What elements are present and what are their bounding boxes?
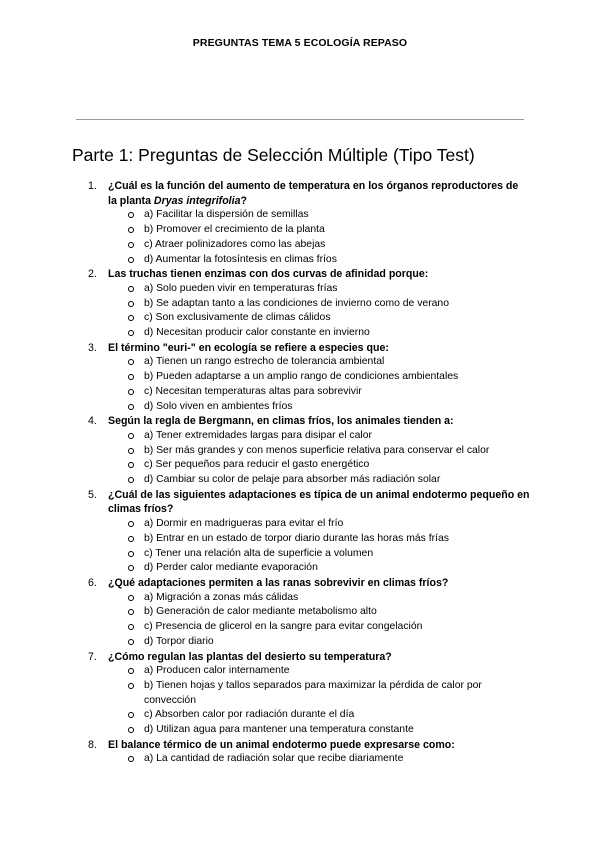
question-text-part: Las truchas tienen enzimas con dos curvas de afinidad porque: <box>108 268 429 281</box>
circle-bullet-icon <box>128 639 134 645</box>
option-item <box>0 370 600 385</box>
option-text: a) Tienen un rango estrecho de tolerancia ambiental <box>144 356 385 368</box>
circle-bullet-icon <box>128 212 134 218</box>
question-text <box>0 488 600 517</box>
question-4 <box>0 414 600 488</box>
option-item <box>0 532 600 547</box>
option-list <box>0 752 600 767</box>
option-text: c) Tener una relación alta de superficie a volumen <box>144 547 374 559</box>
option-text: a) Tener extremidades largas para disipar el calor <box>144 429 372 441</box>
option-item <box>0 620 600 635</box>
option-item <box>0 547 600 562</box>
option-item <box>0 723 600 738</box>
option-item <box>0 208 600 223</box>
option-item <box>0 282 600 297</box>
option-text: b) Generación de calor mediante metabolismo alto <box>144 606 377 618</box>
option-item <box>0 223 600 238</box>
option-list <box>0 664 600 738</box>
question-text-part: El término "euri-" en ecología se refiere a especies que: <box>108 341 389 354</box>
option-item <box>0 429 600 444</box>
question-5 <box>0 488 600 576</box>
circle-bullet-icon <box>128 712 134 718</box>
option-list <box>0 355 600 414</box>
option-item <box>0 444 600 459</box>
option-text: b) Pueden adaptarse a un amplio rango de condiciones ambientales <box>144 371 459 383</box>
option-item <box>0 752 600 767</box>
option-text: b) Se adaptan tanto a las condiciones de invierno como de verano <box>144 297 449 309</box>
circle-bullet-icon <box>128 315 134 321</box>
circle-bullet-icon <box>128 521 134 527</box>
circle-bullet-icon <box>128 727 134 733</box>
circle-bullet-icon <box>128 433 134 439</box>
question-number: 6. <box>88 576 97 589</box>
question-text-part: ¿Cuál de las siguientes adaptaciones es típica de un animal endotermo pequeño en climas fríos? <box>108 488 530 516</box>
option-list <box>0 591 600 650</box>
circle-bullet-icon <box>128 374 134 380</box>
question-list <box>0 179 600 767</box>
option-text: b) Tienen hojas y tallos separados para maximizar la pérdida de calor por convección <box>144 679 482 706</box>
question-text <box>0 738 600 753</box>
question-text-part: ? <box>240 194 247 207</box>
section-title: Parte 1: Preguntas de Selección Múltiple (Tipo Test) <box>72 145 475 165</box>
circle-bullet-icon <box>128 257 134 263</box>
question-7 <box>0 650 600 738</box>
option-item <box>0 326 600 341</box>
question-number: 2. <box>88 268 97 281</box>
option-text: c) Ser pequeños para reducir el gasto energético <box>144 459 370 471</box>
question-number: 5. <box>88 488 97 501</box>
circle-bullet-icon <box>128 536 134 542</box>
circle-bullet-icon <box>128 286 134 292</box>
document-header-title: PREGUNTAS TEMA 5 ECOLOGÍA REPASO <box>192 37 408 49</box>
question-2 <box>0 267 600 341</box>
option-item <box>0 473 600 488</box>
option-item <box>0 664 600 679</box>
option-item <box>0 591 600 606</box>
question-text-part: Según la regla de Bergmann, en climas fríos, los animales tienden a: <box>108 415 454 428</box>
circle-bullet-icon <box>128 683 134 689</box>
option-text: c) Absorben calor por radiación durante el día <box>144 709 355 721</box>
question-text-part: ¿Cómo regulan las plantas del desierto su temperatura? <box>108 650 392 663</box>
option-text: d) Necesitan producir calor constante en invierno <box>144 327 370 339</box>
option-list <box>0 517 600 576</box>
circle-bullet-icon <box>128 609 134 615</box>
circle-bullet-icon <box>128 462 134 468</box>
option-list <box>0 282 600 341</box>
question-text-part: ¿Qué adaptaciones permiten a las ranas sobrevivir en climas fríos? <box>108 576 449 589</box>
option-text: d) Solo viven en ambientes fríos <box>144 400 293 412</box>
option-text: c) Son exclusivamente de climas cálidos <box>144 312 331 324</box>
option-text: a) Facilitar la dispersión de semillas <box>144 209 309 221</box>
option-text: d) Cambiar su color de pelaje para absorber más radiación solar <box>144 474 441 486</box>
option-item <box>0 297 600 312</box>
question-number: 8. <box>88 738 97 751</box>
circle-bullet-icon <box>128 448 134 454</box>
option-item <box>0 253 600 268</box>
question-text <box>0 341 600 356</box>
circle-bullet-icon <box>128 330 134 336</box>
option-list <box>0 208 600 267</box>
option-text: a) Solo pueden vivir en temperaturas frías <box>144 282 338 294</box>
option-text: d) Utilizan agua para mantener una temperatura constante <box>144 724 414 736</box>
question-text-part: El balance térmico de un animal endotermo puede expresarse como: <box>108 738 455 751</box>
option-item <box>0 561 600 576</box>
question-8 <box>0 738 600 767</box>
option-text: a) Producen calor internamente <box>144 665 290 677</box>
question-text <box>0 650 600 665</box>
option-item <box>0 311 600 326</box>
option-item <box>0 605 600 620</box>
option-item <box>0 708 600 723</box>
circle-bullet-icon <box>128 389 134 395</box>
circle-bullet-icon <box>128 404 134 410</box>
circle-bullet-icon <box>128 668 134 674</box>
option-text: b) Ser más grandes y con menos superficie relativa para conservar el calor <box>144 444 490 456</box>
circle-bullet-icon <box>128 624 134 630</box>
option-text: d) Aumentar la fotosíntesis en climas fríos <box>144 253 337 265</box>
question-6 <box>0 576 600 650</box>
option-text: a) La cantidad de radiación solar que recibe diariamente <box>144 753 404 765</box>
option-text: b) Entrar en un estado de torpor diario durante las horas más frías <box>144 532 449 544</box>
circle-bullet-icon <box>128 756 134 762</box>
question-number: 1. <box>88 180 97 192</box>
circle-bullet-icon <box>128 242 134 248</box>
option-text: c) Atraer polinizadores como las abejas <box>144 238 326 250</box>
question-text <box>0 267 600 282</box>
question-1 <box>0 179 600 267</box>
question-text <box>0 179 600 208</box>
option-text: b) Promover el crecimiento de la planta <box>144 224 325 236</box>
circle-bullet-icon <box>128 227 134 233</box>
species-name: Dryas integrifolia <box>153 194 241 207</box>
circle-bullet-icon <box>128 551 134 557</box>
option-text: c) Necesitan temperaturas altas para sobrevivir <box>144 385 362 397</box>
circle-bullet-icon <box>128 565 134 571</box>
circle-bullet-icon <box>128 301 134 307</box>
option-list <box>0 429 600 488</box>
option-item <box>0 458 600 473</box>
option-text: a) Migración a zonas más cálidas <box>144 591 299 603</box>
question-text-part: ¿Cuál es la función del aumento de temperatura en los órganos reproductores de la planta <box>108 180 519 207</box>
circle-bullet-icon <box>128 359 134 365</box>
question-3 <box>0 341 600 415</box>
option-text: a) Dormir en madrigueras para evitar el frío <box>144 518 344 530</box>
option-item <box>0 400 600 415</box>
question-number: 4. <box>88 415 97 428</box>
horizontal-divider <box>76 119 524 120</box>
question-number: 3. <box>88 341 97 354</box>
option-item <box>0 385 600 400</box>
option-item <box>0 635 600 650</box>
question-number: 7. <box>88 650 97 663</box>
circle-bullet-icon <box>128 595 134 601</box>
option-item <box>0 238 600 253</box>
option-item <box>0 355 600 370</box>
option-item <box>0 517 600 532</box>
option-text: d) Perder calor mediante evaporación <box>144 562 318 574</box>
option-text: c) Presencia de glicerol en la sangre para evitar congelación <box>144 621 423 633</box>
question-text <box>0 576 600 591</box>
question-text <box>0 414 600 429</box>
option-text: d) Torpor diario <box>144 635 214 647</box>
circle-bullet-icon <box>128 477 134 483</box>
option-item <box>0 679 600 708</box>
